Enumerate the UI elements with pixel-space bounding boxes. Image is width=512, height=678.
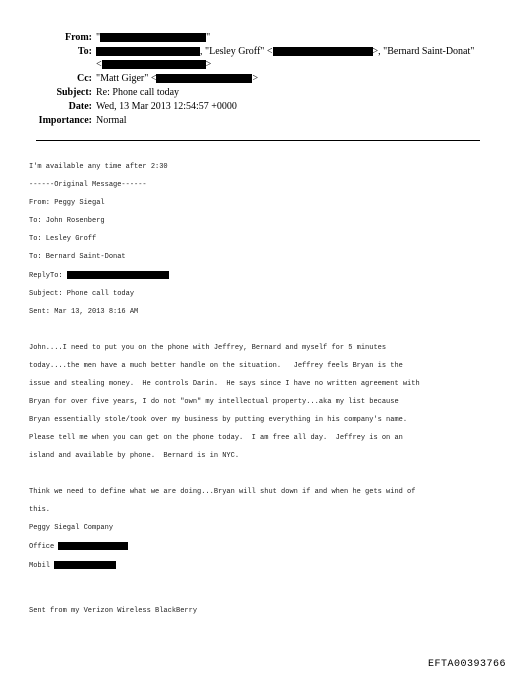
mobile-label: Mobil	[29, 561, 55, 570]
importance-value: Normal	[96, 115, 127, 126]
from-label: From:	[64, 32, 92, 43]
from-quote-open: "	[96, 32, 101, 43]
date-label: Date:	[68, 101, 92, 112]
to-value-line2	[96, 59, 211, 71]
orig-replyto	[29, 271, 489, 281]
orig-subject: Subject: Phone call today	[29, 289, 135, 298]
to-recipient-groff: , "Lesley Groff" <	[200, 46, 273, 57]
spacer	[29, 326, 489, 335]
from-quote-close: "	[206, 32, 211, 43]
signature-office	[29, 542, 489, 552]
cc-label: Cc:	[77, 73, 92, 84]
orig-to-saint-donat: To: Bernard Saint-Donat	[29, 253, 126, 261]
sent-from-line: Sent from my Verizon Wireless BlackBerry	[29, 606, 198, 615]
redaction-block	[100, 33, 206, 42]
paragraph-1-line: John....I need to put you on the phone with Jeffrey, Bernard and myself for 5 minutes	[29, 343, 387, 352]
header-divider	[36, 140, 480, 141]
redaction-block	[54, 561, 116, 569]
bracket-open: <	[96, 59, 102, 70]
date-value: Wed, 13 Mar 2013 12:54:57 +0000	[96, 101, 237, 112]
cc-recipient-giger: "Matt Giger" <	[96, 73, 157, 84]
signature-company: Peggy Siegal Company	[29, 523, 114, 532]
original-message-marker: ------Original Message------	[29, 181, 147, 189]
orig-to-groff: To: Lesley Groff	[29, 235, 97, 243]
redaction-block	[102, 60, 206, 69]
redaction-block	[96, 47, 200, 56]
to-value-line1	[96, 46, 474, 58]
from-value	[96, 32, 210, 44]
redaction-block	[273, 47, 373, 56]
paragraph-1-line: Please tell me when you can get on the phone today. I am free all day. Jeffrey is on an	[29, 433, 403, 442]
replyto-label: ReplyTo:	[29, 271, 67, 280]
redaction-block	[67, 271, 169, 279]
cc-value	[96, 73, 258, 85]
reply-line: I'm available any time after 2:30	[29, 163, 168, 171]
paragraph-1-line: issue and stealing money. He controls Darin. He says since I have no written agreement with	[29, 379, 420, 388]
redaction-block	[58, 542, 128, 550]
paragraph-2-line: this.	[29, 505, 51, 514]
to-label: To:	[77, 46, 92, 57]
redaction-block	[156, 74, 252, 83]
orig-from: From: Peggy Siegal	[29, 199, 105, 207]
spacer	[29, 580, 489, 598]
paragraph-1-line: today....the men have a much better handle on the situation. Jeffrey feels Bryan is the	[29, 361, 403, 370]
to-recipient-saint-donat: >, "Bernard Saint-Donat"	[372, 46, 475, 57]
paragraph-1-line: Bryan essentially stole/took over my business by putting everything in his company's name.	[29, 415, 408, 424]
signature-mobile	[29, 561, 489, 571]
bracket-close: >	[205, 59, 212, 70]
document-id-stamp: EFTA00393766	[427, 659, 506, 670]
subject-label: Subject:	[56, 87, 92, 98]
email-body	[29, 154, 489, 625]
paragraph-2-line: Think we need to define what we are doing...Bryan will shut down if and when he gets wind of	[29, 487, 416, 496]
paragraph-1-line: island and available by phone. Bernard is in NYC.	[29, 451, 240, 460]
paragraph-1-line: Bryan for over five years, I do not "own" my intellectual property...aka my list because	[29, 397, 399, 406]
bracket-close: >	[252, 73, 259, 84]
orig-sent: Sent: Mar 13, 2013 8:16 AM	[29, 307, 139, 316]
spacer	[29, 470, 489, 479]
subject-value: Re: Phone call today	[96, 87, 180, 98]
importance-label: Importance:	[38, 115, 92, 126]
orig-to-rosenberg: To: John Rosenberg	[29, 217, 105, 225]
office-label: Office	[29, 542, 59, 551]
